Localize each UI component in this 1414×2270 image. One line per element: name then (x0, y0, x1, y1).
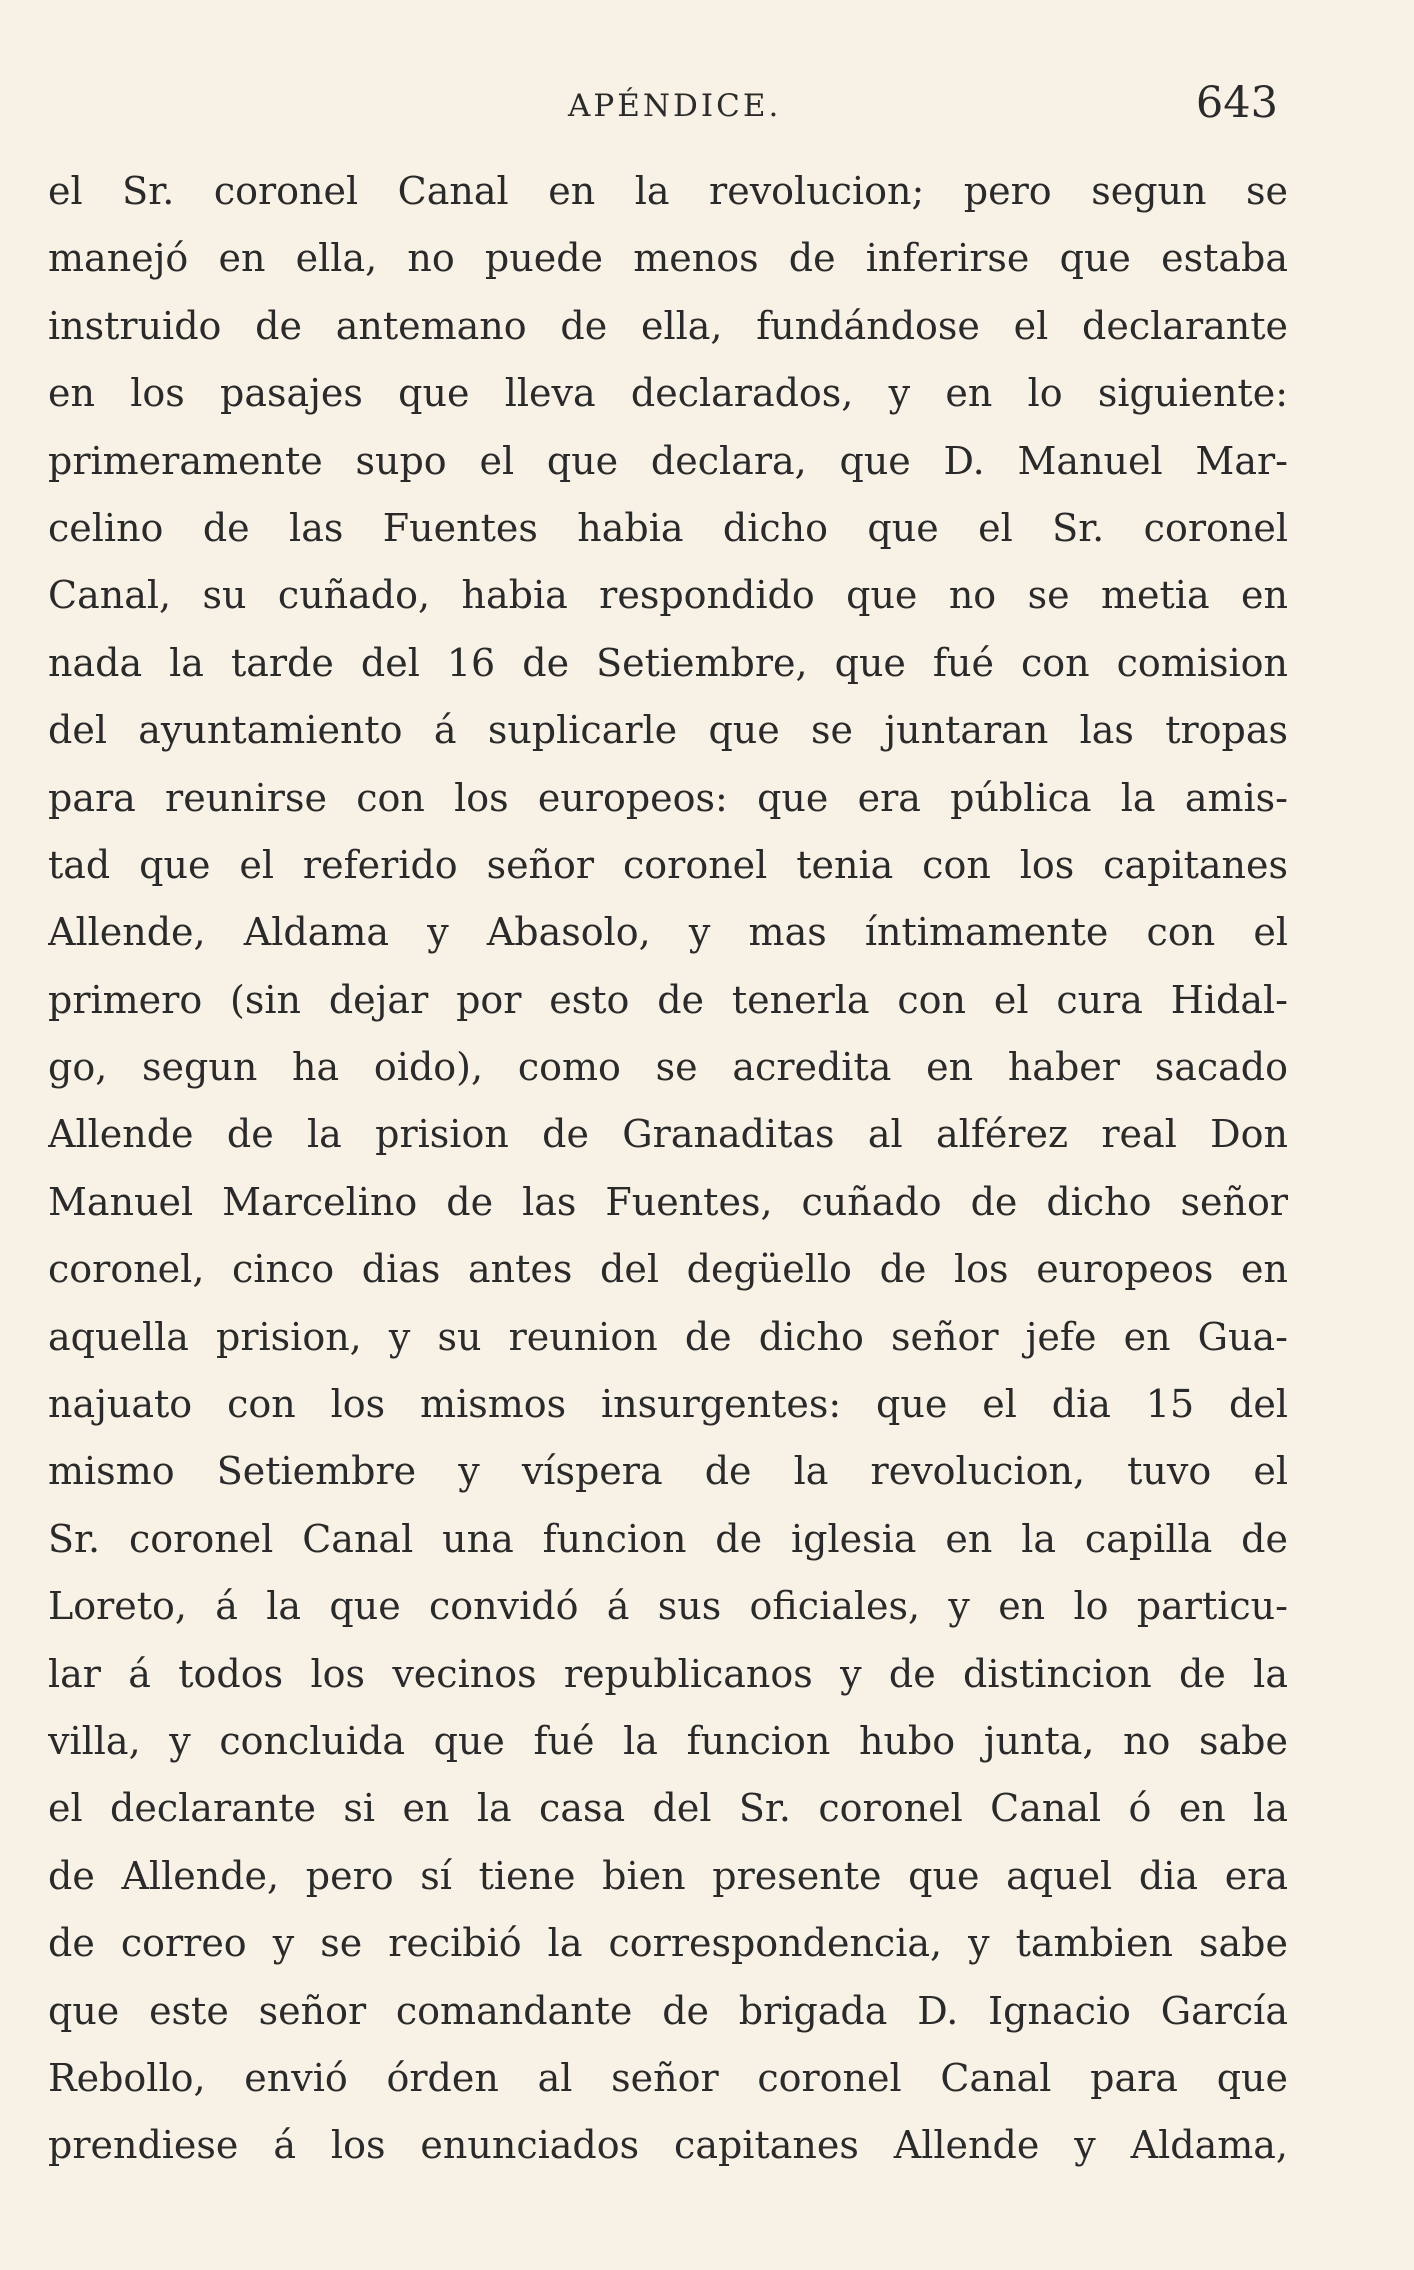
text-line: lar á todos los vecinos republicanos y de distincion de la (48, 1651, 1288, 1696)
text-line: Allende de la prision de Granaditas al alférez real Don (48, 1112, 1288, 1157)
text-line: Allende, Aldama y Abasolo, y mas íntimamente con el (48, 910, 1288, 955)
text-line: Loreto, á la que convidó á sus oficiales, y en lo particu- (48, 1584, 1288, 1629)
text-line: en los pasajes que lleva declarados, y en lo siguiente: (48, 371, 1288, 416)
text-line: celino de las Fuentes habia dicho que el Sr. coronel (48, 505, 1288, 550)
text-line: de correo y se recibió la correspondencia, y tambien sabe (48, 1921, 1288, 1966)
text-line: el Sr. coronel Canal en la revolucion; pero segun se (48, 169, 1288, 213)
body-text (48, 158, 1288, 2180)
text-line: mismo Setiembre y víspera de la revolucion, tuvo el (48, 1449, 1288, 1494)
text-line: instruido de antemano de ella, fundándose el declarante (48, 303, 1288, 348)
text-line: primeramente supo el que declara, que D. Manuel Mar- (48, 438, 1288, 483)
text-line: tad que el referido señor coronel tenia con los capitanes (48, 842, 1288, 887)
text-line: coronel, cinco dias antes del degüello de los europeos en (48, 1247, 1288, 1292)
text-line: prendiese á los enunciados capitanes Allende y Aldama, (48, 2123, 1288, 2168)
running-title: APÉNDICE. (568, 88, 782, 124)
text-line: primero (sin dejar por esto de tenerla con el cura Hidal- (48, 977, 1288, 1022)
text-line: manejó en ella, no puede menos de inferirse que estaba (48, 236, 1288, 281)
text-line: villa, y concluida que fué la funcion hubo junta, no sabe (48, 1718, 1288, 1763)
page-header (48, 78, 1278, 138)
page-number: 643 (1195, 78, 1278, 128)
text-line: aquella prision, y su reunion de dicho señor jefe en Gua- (48, 1314, 1288, 1359)
text-line: para reunirse con los europeos: que era pública la amis- (48, 775, 1288, 820)
text-line: Canal, su cuñado, habia respondido que no se metia en (48, 573, 1288, 618)
text-line: najuato con los mismos insurgentes: que el dia 15 del (48, 1382, 1288, 1427)
text-line: del ayuntamiento á suplicarle que se juntaran las tropas (48, 708, 1288, 753)
text-line: que este señor comandante de brigada D. Ignacio García (48, 1988, 1288, 2033)
text-line: nada la tarde del 16 de Setiembre, que fué con comision (48, 640, 1288, 685)
text-line: Sr. coronel Canal una funcion de iglesia en la capilla de (48, 1516, 1288, 1561)
text-line: Manuel Marcelino de las Fuentes, cuñado de dicho señor (48, 1179, 1288, 1224)
text-line: go, segun ha oido), como se acredita en haber sacado (48, 1045, 1288, 1090)
text-line: el declarante si en la casa del Sr. coronel Canal ó en la (48, 1786, 1288, 1831)
text-line: de Allende, pero sí tiene bien presente que aquel dia era (48, 1853, 1288, 1898)
text-line: Rebollo, envió órden al señor coronel Canal para que (48, 2055, 1288, 2100)
